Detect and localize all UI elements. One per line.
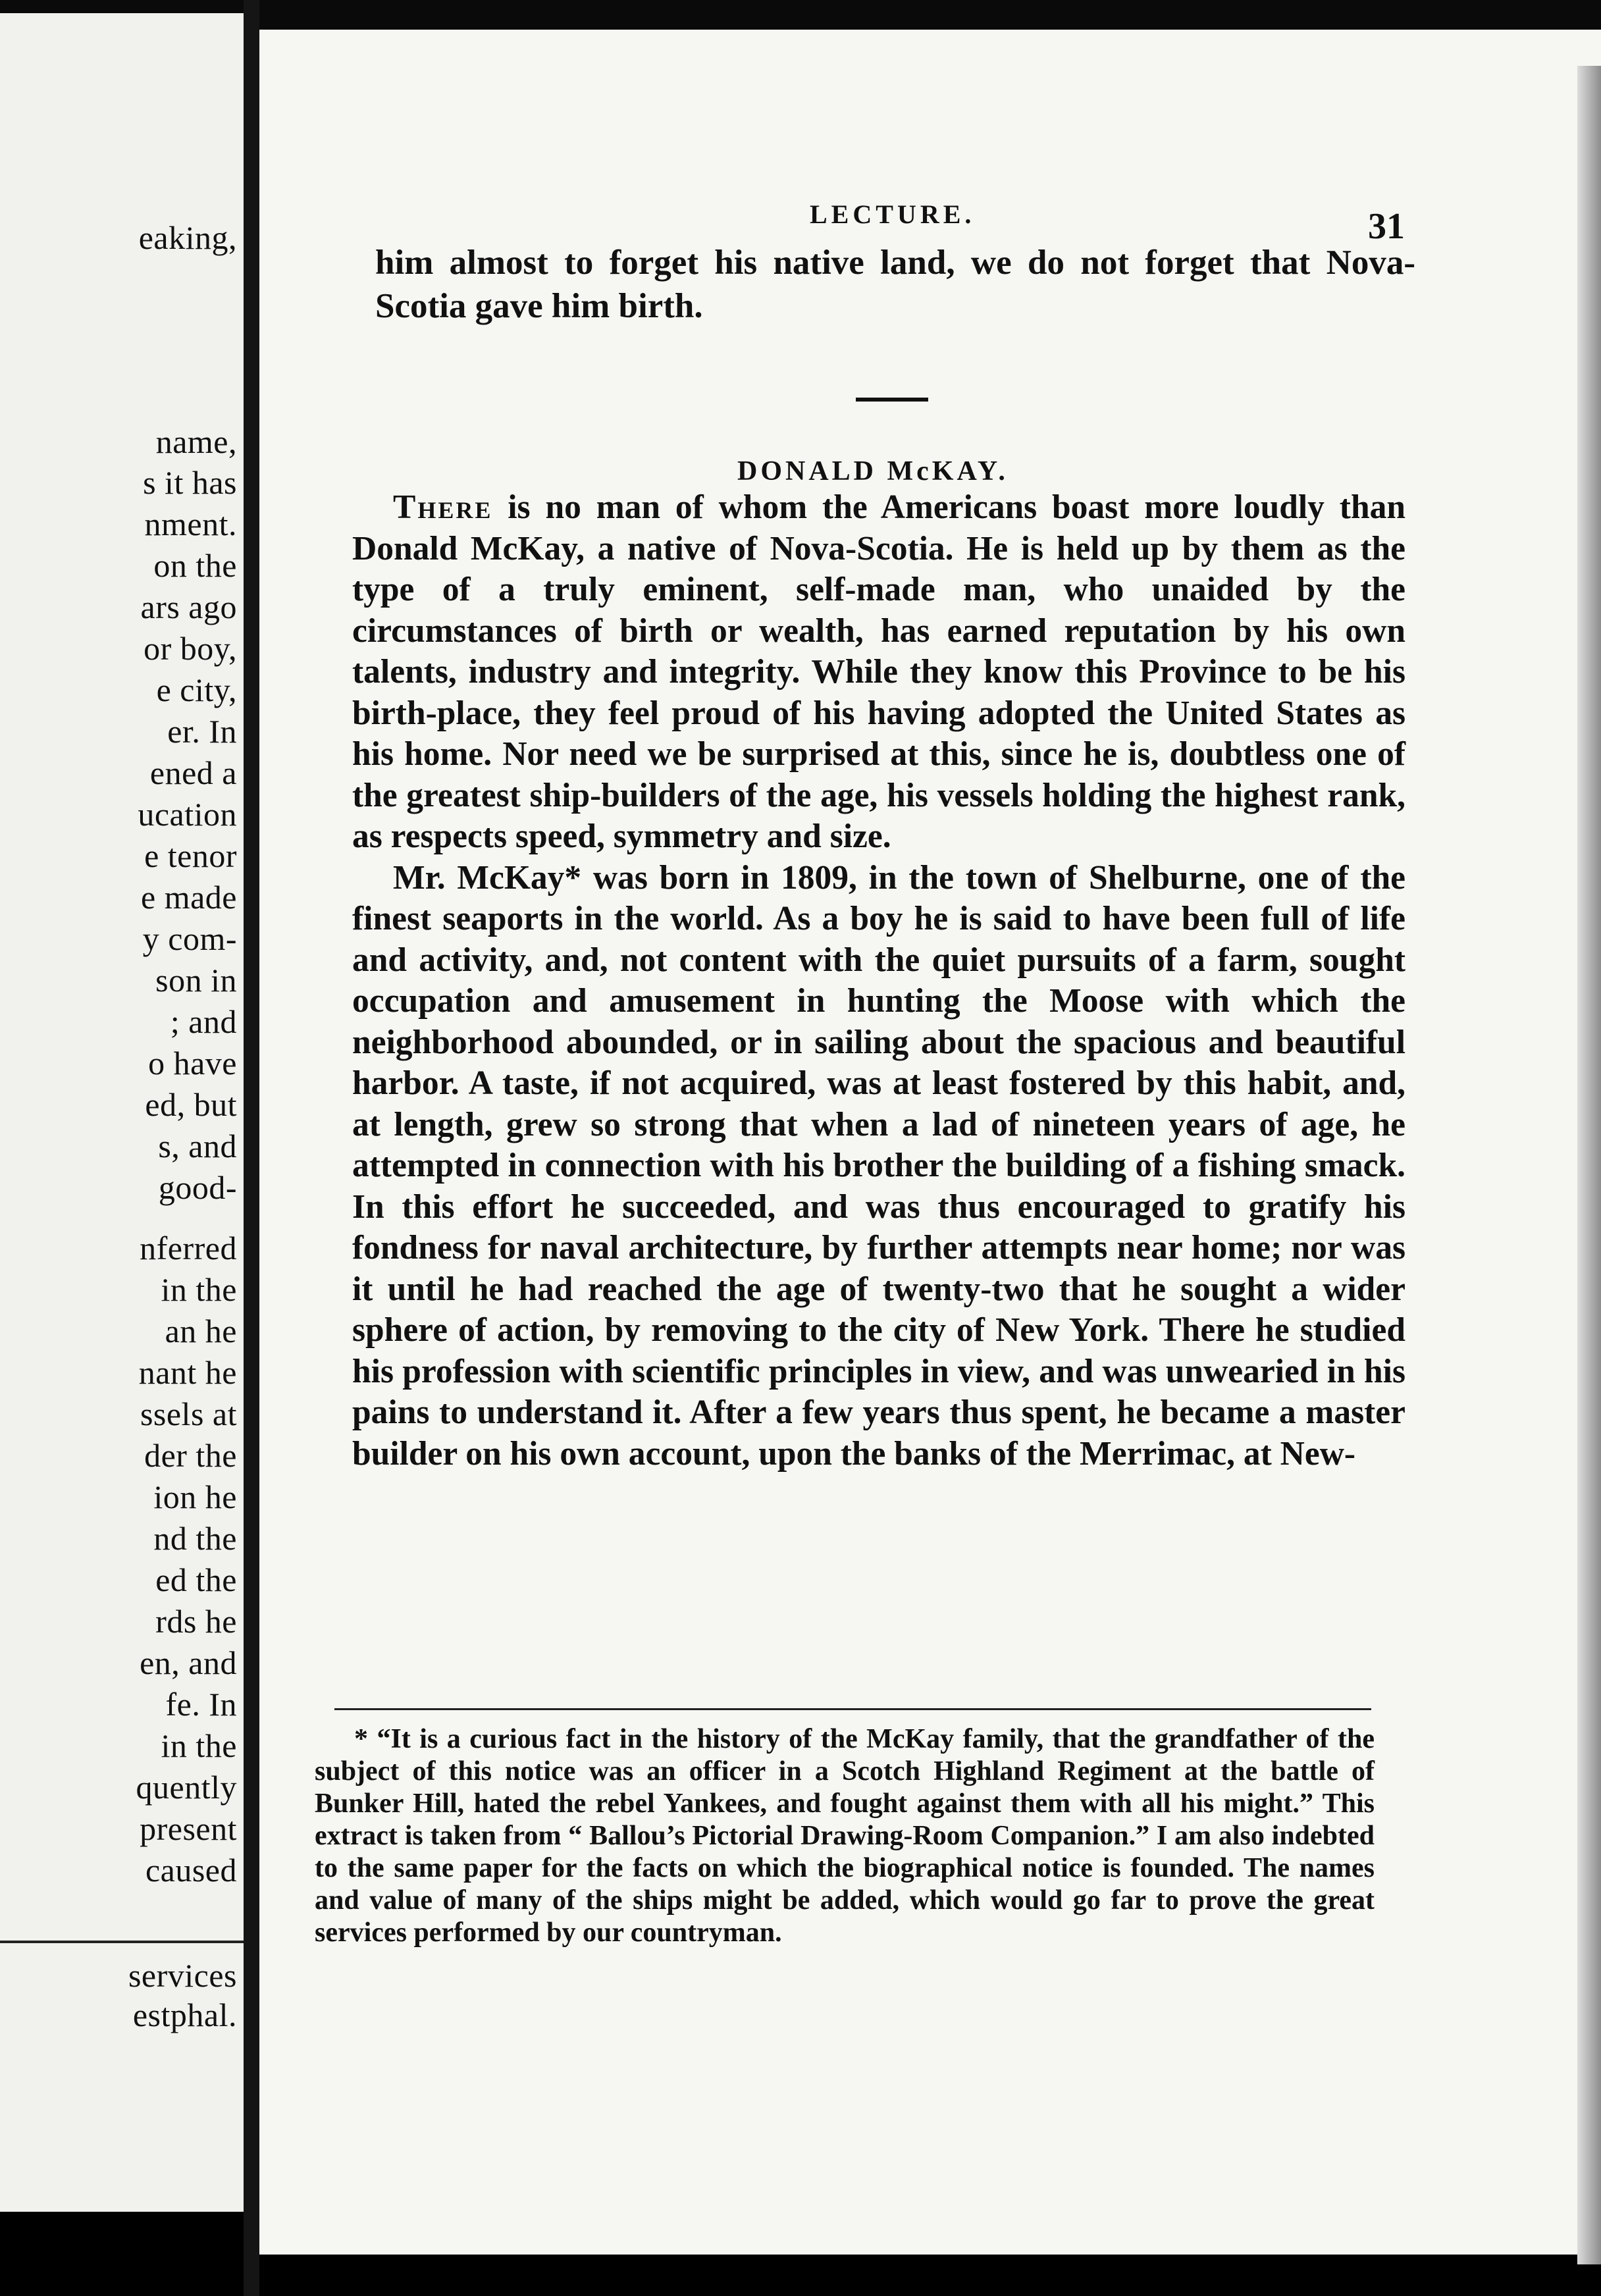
running-head: LECTURE. xyxy=(810,199,976,229)
left-page-fragment: or boy, xyxy=(144,630,237,667)
left-footnote-rule xyxy=(0,1941,245,1943)
left-page-fragment: in the xyxy=(161,1727,237,1764)
left-page-fragment: present xyxy=(140,1810,237,1847)
left-page-fragment: services xyxy=(128,1957,237,1994)
left-page-fragment: ed, but xyxy=(145,1086,237,1123)
left-page-fragment: on the xyxy=(153,547,237,584)
left-page-fragment: nment. xyxy=(144,506,237,542)
page-gutter xyxy=(244,0,259,2296)
left-page-fragment: ars ago xyxy=(140,588,237,625)
left-page-fragment: eaking, xyxy=(138,219,237,256)
left-page-fragment: an he xyxy=(165,1313,237,1349)
section-divider xyxy=(856,398,928,402)
left-page-fragment: ion he xyxy=(153,1478,237,1515)
left-page-fragment: fe. In xyxy=(165,1686,237,1723)
left-page-fragment: y com- xyxy=(142,920,237,957)
left-page-fragment: ed the xyxy=(155,1561,237,1598)
left-page-fragment: son in xyxy=(155,962,237,999)
left-page-fragment: ; and xyxy=(170,1003,237,1040)
left-page-fragment: nferred xyxy=(140,1230,237,1266)
left-page-fragment: der the xyxy=(144,1437,237,1474)
paragraph-lead-word: There xyxy=(393,488,493,526)
left-page-fragment: good- xyxy=(158,1169,237,1206)
section-title: DONALD McKAY. xyxy=(737,456,1009,486)
left-page-fragment: rds he xyxy=(155,1603,237,1640)
left-page-fragment: ssels at xyxy=(140,1396,237,1432)
footnote xyxy=(315,1723,1375,1949)
paragraph-2: Mr. McKay* was born in 1809, in the town of Shelburne, one of the finest seaports in the world. As a boy he is said to have been full of life and activity, and, not content with the quiet pursuits of a farm, sought occupation and amusement in hunting the Moose with which the neighborhood abounded, or in sailing about the spacious and beautiful harbor. A taste, if not acquired, was at least fostered by this habit, and, at length, grew so strong that when a lad of nineteen years of age, he attempted in connection with his brother the building of a fishing smack. In this effort he succeeded, and was thus encouraged to gratify his fondness for naval architecture, by further attempts near home; nor was it until he had reached the age of twenty-two that he sought a wider sphere of action, by removing to the city of New York. There he studied his profession with scientific principles in view, and was unwearied in his pains to understand it. After a few years thus spent, he became a master builder on his own account, upon the banks of the Merrimac, at New- xyxy=(352,858,1405,1473)
left-page xyxy=(0,13,245,2212)
footnote-text: * “It is a curious fact in the history of the McKay family, that the grandfather of the subject of this notice was an officer in a Scotch Highland Regiment at the battle of Bunker Hill, hated the rebel Yankees, and fought against them with all his might.” This extract is taken from “ Ballou’s Pictorial Drawing-Room Companion.” I am also indebted to the same paper for the facts on which the biographical notice is founded. The names and value of many of the ships might be added, which would go far to prove the great services performed by our countryman. xyxy=(315,1724,1375,1948)
left-page-fragment: quently xyxy=(136,1769,237,1806)
left-page-fragment: en, and xyxy=(140,1644,237,1681)
paragraph-1 xyxy=(352,487,1405,858)
page-number: 31 xyxy=(1368,206,1405,247)
footnote-rule xyxy=(334,1708,1371,1710)
left-page-fragment: nd the xyxy=(153,1520,237,1557)
left-page-fragment: estphal. xyxy=(132,1996,237,2033)
paragraph-1-text: is no man of whom the Americans boast more loudly than Donald McKay, a native of Nova-Scotia. He is held up by them as the type of a truly eminent, self-made man, who unaided by the circumstances of birth or wealth, has earned reputation by his own talents, industry and integrity. While they know this Province to be his birth-place, they feel proud of his having adopted the United States as his home. Nor need we be surprised at this, since he is, doubtless one of the greatest ship-builders of the age, his vessels holding the highest rank, as respects speed, symmetry and size. xyxy=(352,488,1405,855)
left-page-fragment: s it has xyxy=(143,464,237,501)
article-body xyxy=(352,487,1405,1474)
left-page-fragment: e tenor xyxy=(144,837,237,874)
left-page-fragment: e made xyxy=(141,879,237,916)
left-page-fragment: o have xyxy=(148,1045,237,1082)
carry-over-text: him almost to forget his native land, we do not forget that Nova-Scotia gave him birth. xyxy=(375,244,1415,325)
left-page-fragment: ucation xyxy=(138,796,237,833)
left-page-fragment: in the xyxy=(161,1271,237,1308)
left-page-fragment: nant he xyxy=(138,1354,237,1391)
left-page-fragment: e city, xyxy=(156,671,237,708)
left-page-fragment: er. In xyxy=(167,713,237,750)
left-page-fragment: ened a xyxy=(149,754,237,791)
left-page-fragment: name, xyxy=(155,423,237,460)
page-edge-shadow xyxy=(1577,66,1601,2264)
left-page-fragment: s, and xyxy=(158,1128,237,1164)
left-page-fragment: caused xyxy=(145,1852,237,1889)
